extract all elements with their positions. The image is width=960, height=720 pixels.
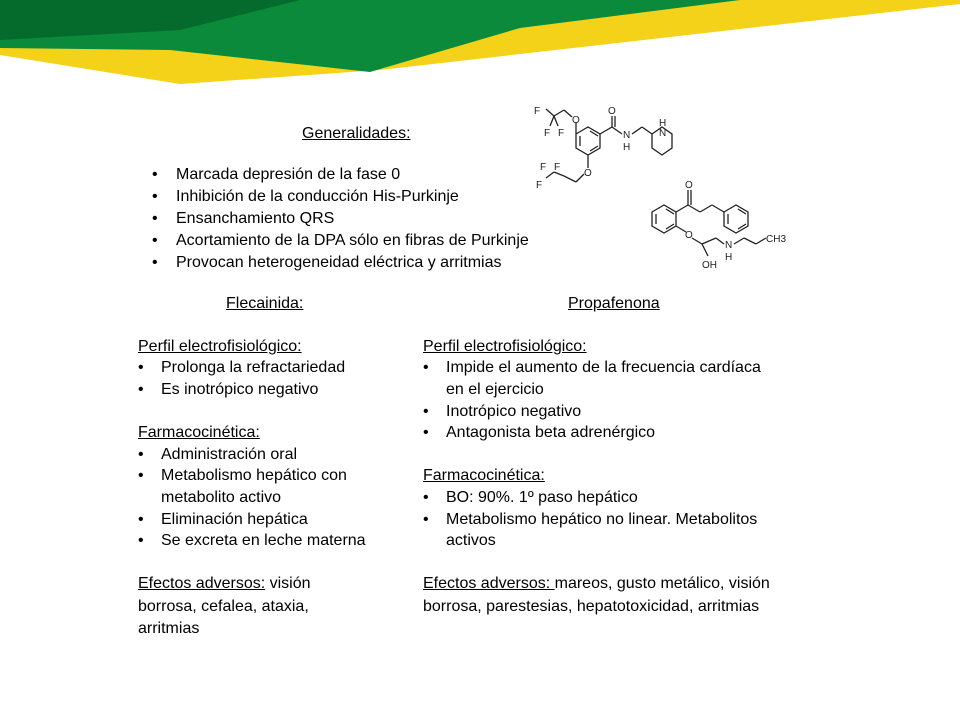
propafenona-farmaco-title: Farmacocinética: [423, 467, 545, 484]
list-item-continuation: en el ejercicio [446, 381, 544, 398]
bullet: • [138, 532, 144, 549]
flecainida-efectos-line: borrosa, cefalea, ataxia, [138, 598, 309, 615]
item-text: Eliminación hepática [161, 511, 308, 528]
item-text: Impide el aumento de la frecuencia cardíaca [446, 359, 761, 376]
atom-label: N [659, 128, 667, 139]
item-text: Ensanchamiento QRS [176, 210, 335, 227]
propafenona-efectos-text: mareos, gusto metálico, visión [554, 575, 770, 592]
atom-label: F [534, 106, 541, 117]
atom-label: OH [702, 260, 717, 271]
bullet: • [152, 166, 158, 183]
atom-label: O [608, 106, 616, 117]
propafenona-title: Propafenona [568, 295, 660, 312]
atom-label: O [685, 180, 693, 191]
bullet: • [423, 359, 429, 376]
bullet: • [138, 446, 144, 463]
atom-label: H [725, 252, 733, 263]
bullet: • [152, 210, 158, 227]
bullet: • [138, 359, 144, 376]
item-text: Se excreta en leche materna [161, 532, 366, 549]
item-text: Administración oral [161, 446, 298, 463]
atom-label: O [572, 115, 580, 126]
list-item-continuation: activos [446, 532, 496, 549]
propafenona-efectos [423, 574, 770, 594]
propafenona-perfil-title: Perfil electrofisiológico: [423, 338, 587, 355]
item-text: Provocan heterogeneidad eléctrica y arritmias [176, 254, 502, 271]
propafenona-efectos-title: Efectos adversos: [423, 575, 555, 592]
bullet: • [138, 381, 144, 398]
bullet: • [152, 188, 158, 205]
flecainida-efectos [138, 574, 311, 594]
item-text: Prolonga la refractariedad [161, 359, 346, 376]
item-text: Marcada depresión de la fase 0 [176, 166, 401, 183]
item-text: Acortamiento de la DPA sólo en fibras de Purkinje [176, 232, 529, 249]
atom-label: O [584, 168, 592, 179]
atom-label: F [544, 128, 551, 139]
item-text: Antagonista beta adrenérgico [446, 424, 656, 441]
list-item-continuation: metabolito activo [161, 489, 282, 506]
bullet: • [152, 232, 158, 249]
flecainida-efectos-title: Efectos adversos: [138, 575, 266, 592]
bullet: • [423, 424, 429, 441]
bullet: • [138, 467, 144, 484]
bullet: • [423, 489, 429, 506]
flecainida-efectos-text: visión [265, 575, 311, 592]
top-banner [0, 0, 960, 120]
flecainida-perfil-title: Perfil electrofisiológico: [138, 338, 302, 355]
atom-label: CH3 [766, 234, 787, 245]
item-text: Metabolismo hepático con [161, 467, 347, 484]
atom-label: N [623, 130, 631, 141]
item-text: Metabolismo hepático no linear. Metabolitos [446, 511, 758, 528]
flecainida-farmaco-title: Farmacocinética: [138, 424, 260, 441]
item-text: Inotrópico negativo [446, 403, 582, 420]
atom-label: N [725, 240, 733, 251]
flecainida-title: Flecainida: [226, 295, 304, 312]
atom-label: O [685, 230, 693, 241]
atom-label: F [554, 162, 561, 173]
bullet: • [423, 511, 429, 528]
atom-label: H [659, 118, 667, 129]
propafenona-efectos-line: borrosa, parestesias, hepatotoxicidad, arritmias [423, 598, 760, 615]
item-text: BO: 90%. 1º paso hepático [446, 489, 638, 506]
atom-label: F [536, 180, 543, 191]
bullet: • [152, 254, 158, 271]
bullet: • [423, 403, 429, 420]
flecainida-efectos-line: arritmias [138, 620, 200, 637]
item-text: Inhibición de la conducción His-Purkinje [176, 188, 459, 205]
propafenone-structure [640, 176, 790, 276]
generalidades-title: Generalidades: [302, 125, 411, 142]
bullet: • [138, 511, 144, 528]
atom-label: F [540, 162, 547, 173]
atom-label: H [623, 142, 631, 153]
item-text: Es inotrópico negativo [161, 381, 319, 398]
atom-label: F [558, 128, 565, 139]
